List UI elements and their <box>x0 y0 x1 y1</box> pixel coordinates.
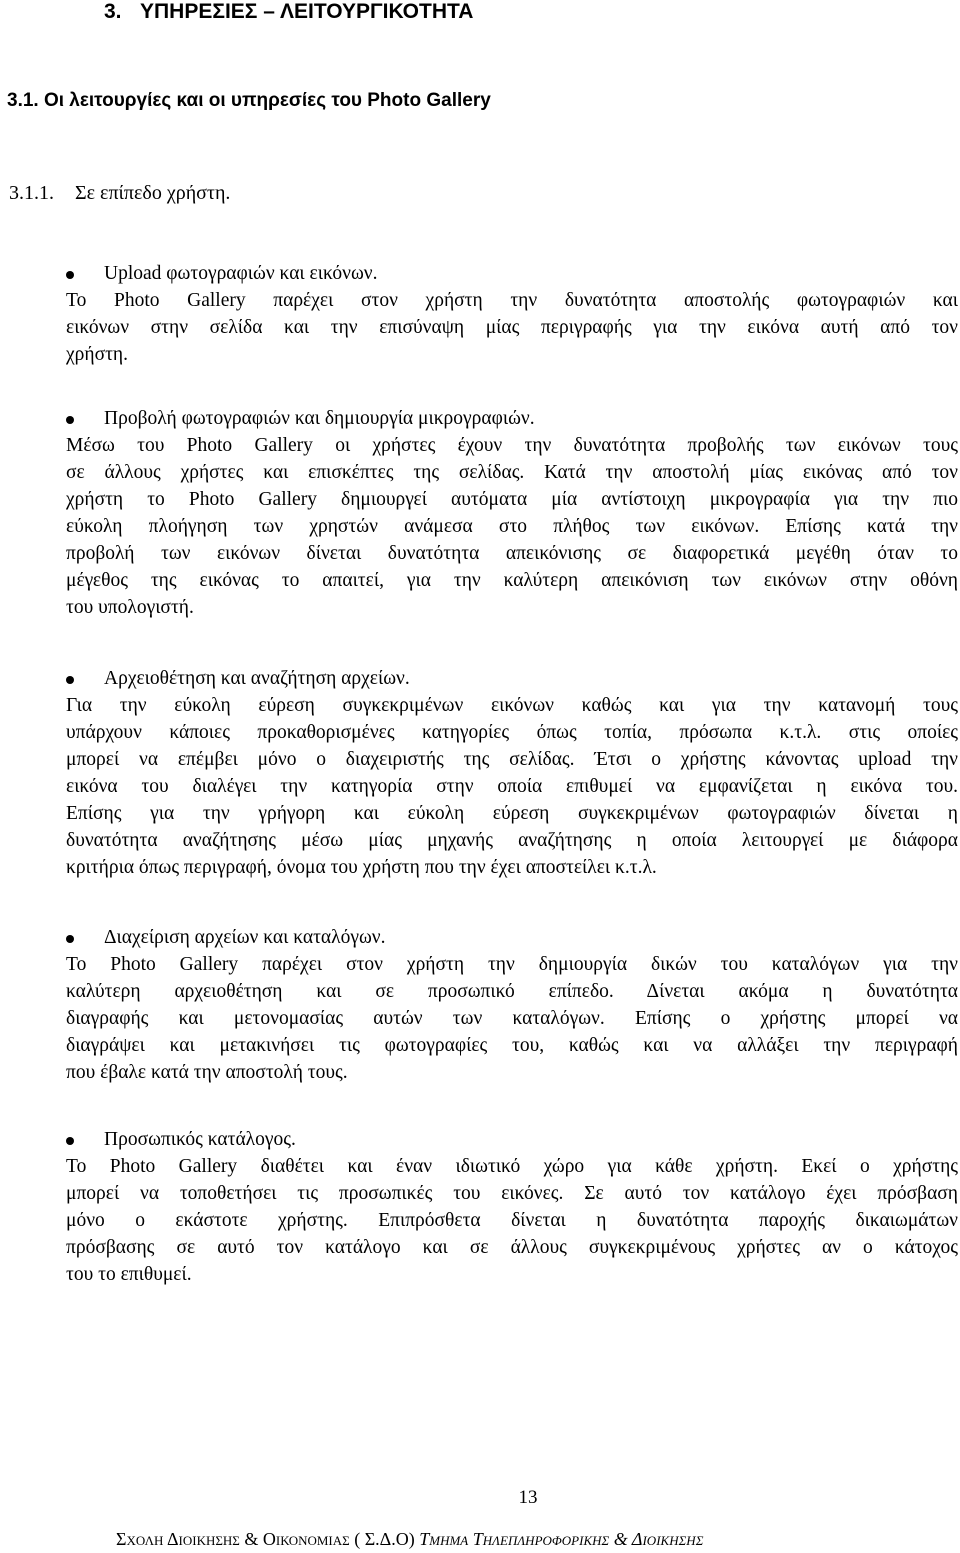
bullet-title: Προσωπικός κατάλογος. <box>104 1129 296 1150</box>
paragraph-line: μπορεί να επέμβει μόνο ο διαχειριστής της σελίδας. Έτσι ο χρήστης κάνοντας upload την <box>66 749 958 770</box>
footer-department: Τμημα Τηλεπληροφορικης & Διοικησης <box>419 1529 704 1549</box>
feature-section-upload <box>0 260 960 368</box>
subsection-number: 3.1.1. <box>9 182 54 204</box>
bullet-title: Διαχείριση αρχείων και καταλόγων. <box>104 927 386 948</box>
feature-section-management <box>0 924 960 1086</box>
subsection-title: Σε επίπεδο χρήστη. <box>75 182 231 204</box>
paragraph-line: μέγεθος της εικόνας το απαιτεί, για την καλύτερη απεικόνιση των εικόνων στην οθόνη <box>66 570 958 591</box>
feature-paragraph <box>66 692 958 881</box>
paragraph-line: καλύτερη αρχειοθέτηση και σε προσωπικό επίπεδο. Δίνεται ακόμα η δυνατότητα <box>66 981 958 1002</box>
bullet-dot-icon <box>66 271 74 279</box>
paragraph-line: μόνο ο εκάστοτε χρήστης. Επιπρόσθετα δίνεται η δυνατότητα παροχής δικαιωμάτων <box>66 1210 958 1231</box>
footer-school: Σχολη Διοικησης & Οικονομιας ( Σ.Δ.Ο) <box>116 1529 415 1549</box>
feature-section-preview <box>0 405 960 621</box>
chapter-number: 3. <box>104 0 122 23</box>
feature-section-archiving <box>0 665 960 881</box>
bullet-item <box>0 665 960 692</box>
section-heading: 3.1. Οι λειτουργίες και οι υπηρεσίες του Photo Gallery <box>7 90 491 111</box>
chapter-title: ΥΠΗΡΕΣΙΕΣ – ΛΕΙΤΟΥΡΓΙΚΟΤΗΤΑ <box>140 0 474 23</box>
bullet-dot-icon <box>66 1137 74 1145</box>
paragraph-line: χρήστη το Photo Gallery δημιουργεί αυτόματα μία αντίστοιχη μικρογραφία για την πιο <box>66 489 958 510</box>
page-number: 13 <box>518 1487 538 1508</box>
bullet-dot-icon <box>66 935 74 943</box>
paragraph-line: διαγραφής και μετονομασίας αυτών των καταλόγων. Επίσης ο χρήστης μπορεί να <box>66 1008 958 1029</box>
paragraph-line: πρόσβασης σε αυτό τον κατάλογο και σε άλλους συγκεκριμένους χρήστες αν ο κάτοχος <box>66 1237 958 1258</box>
bullet-title: Προβολή φωτογραφιών και δημιουργία μικρογραφιών. <box>104 408 535 429</box>
paragraph-line: Το Photo Gallery παρέχει στον χρήστη την δυνατότητα αποστολής φωτογραφιών και <box>66 290 958 311</box>
feature-section-personal-folder <box>0 1126 960 1288</box>
paragraph-line: που έβαλε κατά την αποστολή τους. <box>66 1062 348 1083</box>
paragraph-line: Επίσης για την γρήγορη και εύκολη εύρεση συγκεκριμένων φωτογραφιών δίνεται η <box>66 803 958 824</box>
paragraph-line: εικόνα του διαλέγει την κατηγορία στην οποία επιθυμεί να εμφανίζεται η εικόνα του. <box>66 776 958 797</box>
feature-paragraph <box>66 1153 958 1288</box>
page-footer <box>116 1527 703 1551</box>
bullet-item <box>0 405 960 432</box>
paragraph-line: μπορεί να τοποθετήσει τις προσωπικές του εικόνες. Σε αυτό τον κατάλογο έχει πρόσβαση <box>66 1183 958 1204</box>
bullet-title: Upload φωτογραφιών και εικόνων. <box>104 263 378 284</box>
paragraph-line: εικόνων στην σελίδα και την επισύναψη μίας περιγραφής για την εικόνα αυτή από τον <box>66 317 958 338</box>
paragraph-line: Για την εύκολη εύρεση συγκεκριμένων εικόνων καθώς και για την κατανομή τους <box>66 695 958 716</box>
paragraph-line: κριτήρια όπως περιγραφή, όνομα του χρήστη που την έχει αποστείλει κ.τ.λ. <box>66 857 657 878</box>
paragraph-line: του υπολογιστή. <box>66 597 194 618</box>
paragraph-line: διαγράψει και μετακινήσει τις φωτογραφίες του, καθώς και να αλλάξει την περιγραφή <box>66 1035 958 1056</box>
paragraph-line: χρήστη. <box>66 344 129 365</box>
subsection-heading <box>7 180 230 206</box>
feature-paragraph <box>66 287 958 368</box>
paragraph-line: σε άλλους χρήστες και επισκέπτες της σελίδας. Κατά την αποστολή μίας εικόνας από τον <box>66 462 958 483</box>
paragraph-line: προβολή των εικόνων δίνεται δυνατότητα απεικόνισης σε διαφορετικά μεγέθη όταν το <box>66 543 958 564</box>
feature-paragraph <box>66 432 958 621</box>
paragraph-line: υπάρχουν κάποιες προκαθορισμένες κατηγορίες όπως τοπία, πρόσωπα κ.τ.λ. στις οποίες <box>66 722 958 743</box>
bullet-item <box>0 924 960 951</box>
bullet-item <box>0 260 960 287</box>
paragraph-line: δυνατότητα αναζήτησης μέσω μίας μηχανής αναζήτησης η οποία λειτουργεί με διάφορα <box>66 830 958 851</box>
paragraph-line: Το Photo Gallery διαθέτει και έναν ιδιωτικό χώρο για κάθε χρήστη. Εκεί ο χρήστης <box>66 1156 958 1177</box>
bullet-title: Αρχειοθέτηση και αναζήτηση αρχείων. <box>104 668 410 689</box>
paragraph-line: Το Photo Gallery παρέχει στον χρήστη την δημιουργία δικών του καταλόγων για την <box>66 954 958 975</box>
chapter-heading <box>104 0 473 26</box>
bullet-item <box>0 1126 960 1153</box>
feature-paragraph <box>66 951 958 1086</box>
bullet-dot-icon <box>66 676 74 684</box>
paragraph-line: Μέσω του Photo Gallery οι χρήστες έχουν την δυνατότητα προβολής των εικόνων τους <box>66 435 958 456</box>
paragraph-line: του το επιθυμεί. <box>66 1264 192 1285</box>
bullet-dot-icon <box>66 416 74 424</box>
paragraph-line: εύκολη πλοήγηση των χρηστών ανάμεσα στο πλήθος των εικόνων. Επίσης κατά την <box>66 516 958 537</box>
